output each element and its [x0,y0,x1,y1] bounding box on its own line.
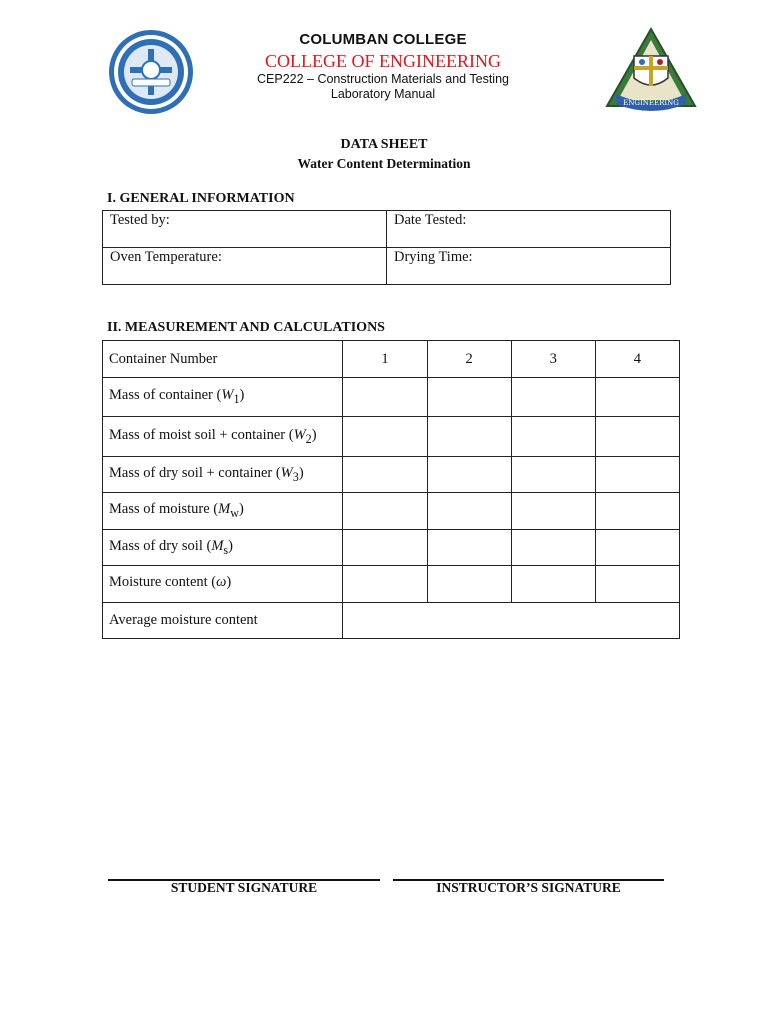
table-row [103,457,680,493]
data-cell[interactable] [343,457,427,493]
table-header-row [103,341,680,378]
container-number-3: 3 [511,341,595,378]
data-cell[interactable] [343,378,427,417]
table-row [103,378,680,417]
table-row [103,493,680,530]
measurement-table [102,340,680,639]
data-cell[interactable] [511,378,595,417]
data-cell[interactable] [595,378,679,417]
average-moisture-content-cell[interactable] [343,603,680,639]
measurement-heading: II. MEASUREMENT AND CALCULATIONS [107,320,385,335]
data-cell[interactable] [595,417,679,457]
data-cell[interactable] [343,417,427,457]
course-title: CEP222 – Construction Materials and Testing [257,72,509,86]
manual-title: Laboratory Manual [330,87,436,101]
document-header [0,0,768,130]
school-name: COLUMBAN COLLEGE [299,31,467,48]
data-cell[interactable] [595,457,679,493]
table-row [103,530,680,566]
date-tested-field[interactable]: Date Tested: [387,211,671,248]
table-row [103,566,680,603]
data-sheet-titles [0,136,768,173]
table-row [103,603,680,639]
general-information-heading: I. GENERAL INFORMATION [107,191,295,206]
row-label-average-moisture-content: Average moisture content [103,603,343,639]
container-number-4: 4 [595,341,679,378]
data-cell[interactable] [595,566,679,603]
row-label-mass-of-dry-soil-container: Mass of dry soil + container $(W_3)$ [103,457,343,493]
data-cell[interactable] [511,566,595,603]
page-title: DATA SHEET [340,137,428,152]
data-cell[interactable] [427,530,511,566]
oven-temperature-field[interactable]: Oven Temperature: [103,248,387,285]
student-signature-label: STUDENT SIGNATURE [170,880,318,895]
columban-college-seal-logo [108,29,194,115]
row-label-mass-of-moist-soil: Mass of moist soil + container $(W_2)$ [103,417,343,457]
data-cell[interactable] [511,417,595,457]
data-cell[interactable] [427,566,511,603]
data-cell[interactable] [595,493,679,530]
data-cell[interactable] [343,530,427,566]
data-cell[interactable] [343,566,427,603]
tested-by-field[interactable]: Tested by: [103,211,387,248]
drying-time-field[interactable]: Drying Time: [387,248,671,285]
container-number-label: Container Number [103,341,343,378]
data-cell[interactable] [595,530,679,566]
general-information-table [102,210,671,285]
row-label-moisture-content: Moisture content (ω) [103,566,343,603]
container-number-1: 1 [343,341,427,378]
row-label-mass-of-dry-soil: Mass of dry soil $(M_s)$ [103,530,343,566]
engineering-banner-text: ENGINEERING [623,99,679,107]
table-row [103,417,680,457]
instructor-signature-label: INSTRUCTOR’S SIGNATURE [436,880,621,895]
data-cell[interactable] [511,457,595,493]
data-cell[interactable] [427,493,511,530]
data-cell[interactable] [343,493,427,530]
engineering-crest-logo [604,26,698,116]
row-label-mass-of-container: Mass of container $(W_1)$ [103,378,343,417]
data-cell[interactable] [427,378,511,417]
container-number-2: 2 [427,341,511,378]
data-cell[interactable] [427,417,511,457]
row-label-mass-of-moisture: Mass of moisture $(M_w)$ [103,493,343,530]
page-subtitle: Water Content Determination [297,156,471,171]
data-cell[interactable] [427,457,511,493]
data-cell[interactable] [511,530,595,566]
data-cell[interactable] [511,493,595,530]
college-name: COLLEGE OF ENGINEERING [265,51,501,71]
